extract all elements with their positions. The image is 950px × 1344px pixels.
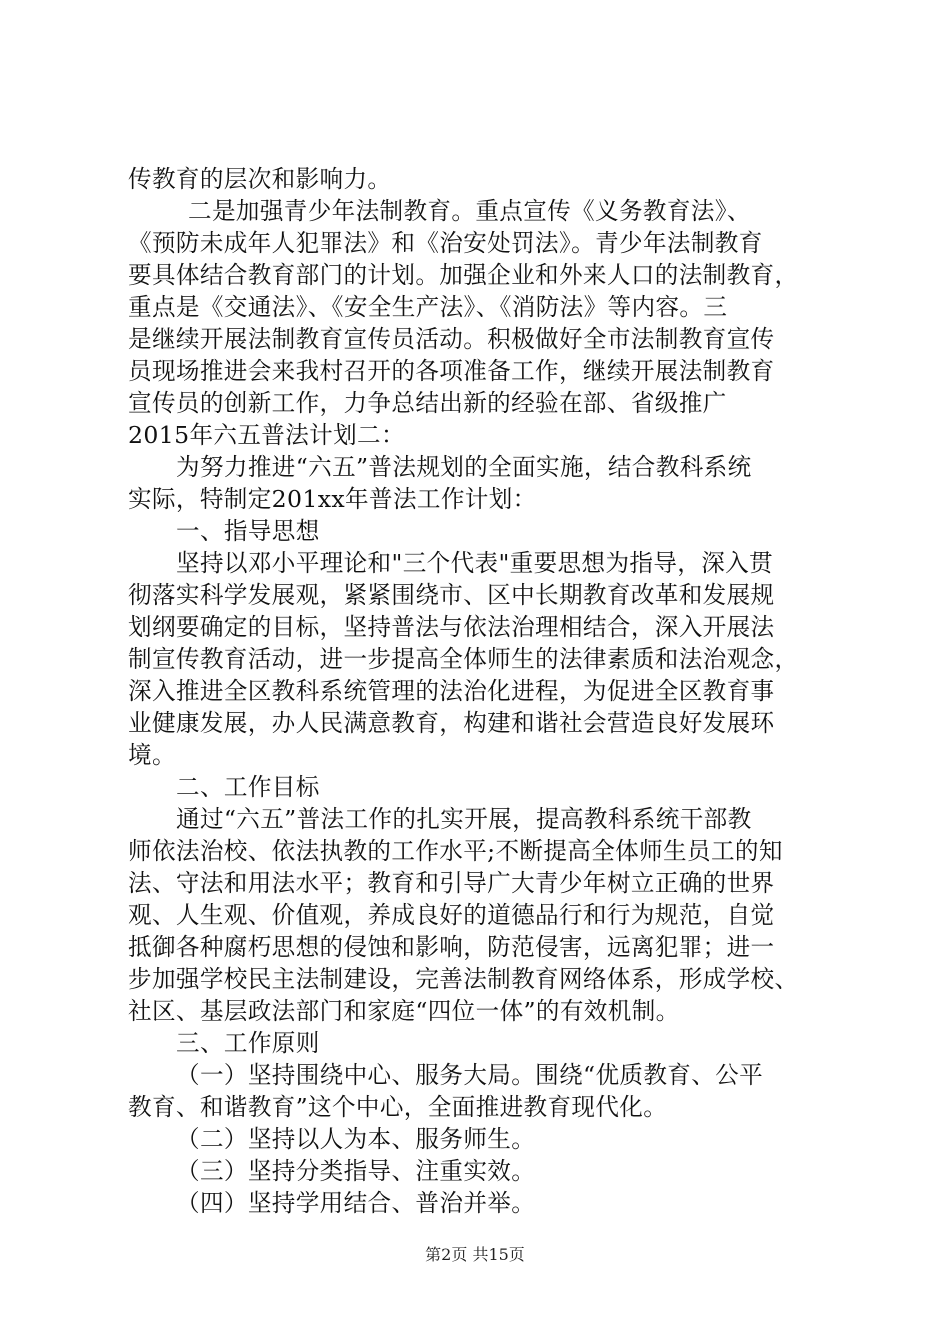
paragraph-line: 观、人生观、价值观，养成良好的道德品行和行为规范，自觉 [128,901,775,929]
paragraph-line: 境。 [128,741,176,769]
paragraph-line: 彻落实科学发展观，紧紧围绕市、区中长期教育改革和发展规 [128,581,775,609]
paragraph-line: （二）坚持以人为本、服务师生。 [176,1125,536,1153]
paragraph-line: 业健康发展，办人民满意教育，构建和谐社会营造良好发展环 [128,709,775,737]
paragraph-line: 教育、和谐教育”这个中心，全面推进教育现代化。 [128,1093,668,1121]
paragraph-line: 是继续开展法制教育宣传员活动。积极做好全市法制教育宣传 [128,325,775,353]
paragraph-line: 宣传员的创新工作，力争总结出新的经验在部、省级推广 [128,389,727,417]
paragraph-line: 2015年六五普法计划二： [128,421,405,449]
paragraph-line: 坚持以邓小平理论和"三个代表"重要思想为指导，深入贯 [176,549,774,577]
paragraph-line: 二是加强青少年法制教育。重点宣传《义务教育法》、 [188,197,751,225]
paragraph-line: 通过“六五”普法工作的扎实开展，提高教科系统干部教 [176,805,752,833]
paragraph-line: 要具体结合教育部门的计划。加强企业和外来人口的法制教育， [128,261,799,289]
paragraph-line: 重点是《交通法》、《安全生产法》、《消防法》等内容。三 [128,293,728,321]
section-heading: 二、工作目标 [176,773,320,801]
paragraph-line: 制宣传教育活动，进一步提高全体师生的法律素质和法治观念， [128,645,799,673]
paragraph-line: 员现场推进会来我村召开的各项准备工作，继续开展法制教育 [128,357,775,385]
paragraph-line: 实际，特制定201xx年普法工作计划： [128,485,537,513]
paragraph-line: 社区、基层政法部门和家庭“四位一体”的有效机制。 [128,997,680,1025]
paragraph-line: （一）坚持围绕中心、服务大局。围绕“优质教育、公平 [176,1061,764,1089]
paragraph-line: 深入推进全区教科系统管理的法治化进程，为促进全区教育事 [128,677,775,705]
section-heading: 三、工作原则 [176,1029,320,1057]
paragraph-line: 为努力推进“六五”普法规划的全面实施，结合教科系统 [176,453,752,481]
page-number-footer: 第2页 共15页 [425,1245,525,1264]
paragraph-line: 师依法治校、依法执教的工作水平;不断提高全体师生员工的知 [128,837,783,865]
paragraph-line: 法、守法和用法水平；教育和引导广大青少年树立正确的世界 [128,869,775,897]
paragraph-line: 抵御各种腐朽思想的侵蚀和影响，防范侵害，远离犯罪；进一 [128,933,775,961]
paragraph-line: （四）坚持学用结合、普治并举。 [176,1189,536,1217]
section-heading: 一、指导思想 [176,517,320,545]
paragraph-line: 步加强学校民主法制建设，完善法制教育网络体系，形成学校、 [128,965,799,993]
paragraph-line: 《预防未成年人犯罪法》和《治安处罚法》。青少年法制教育 [128,229,763,257]
paragraph-line: 传教育的层次和影响力。 [128,165,392,193]
paragraph-line: （三）坚持分类指导、注重实效。 [176,1157,536,1185]
paragraph-line: 划纲要确定的目标，坚持普法与依法治理相结合，深入开展法 [128,613,775,641]
